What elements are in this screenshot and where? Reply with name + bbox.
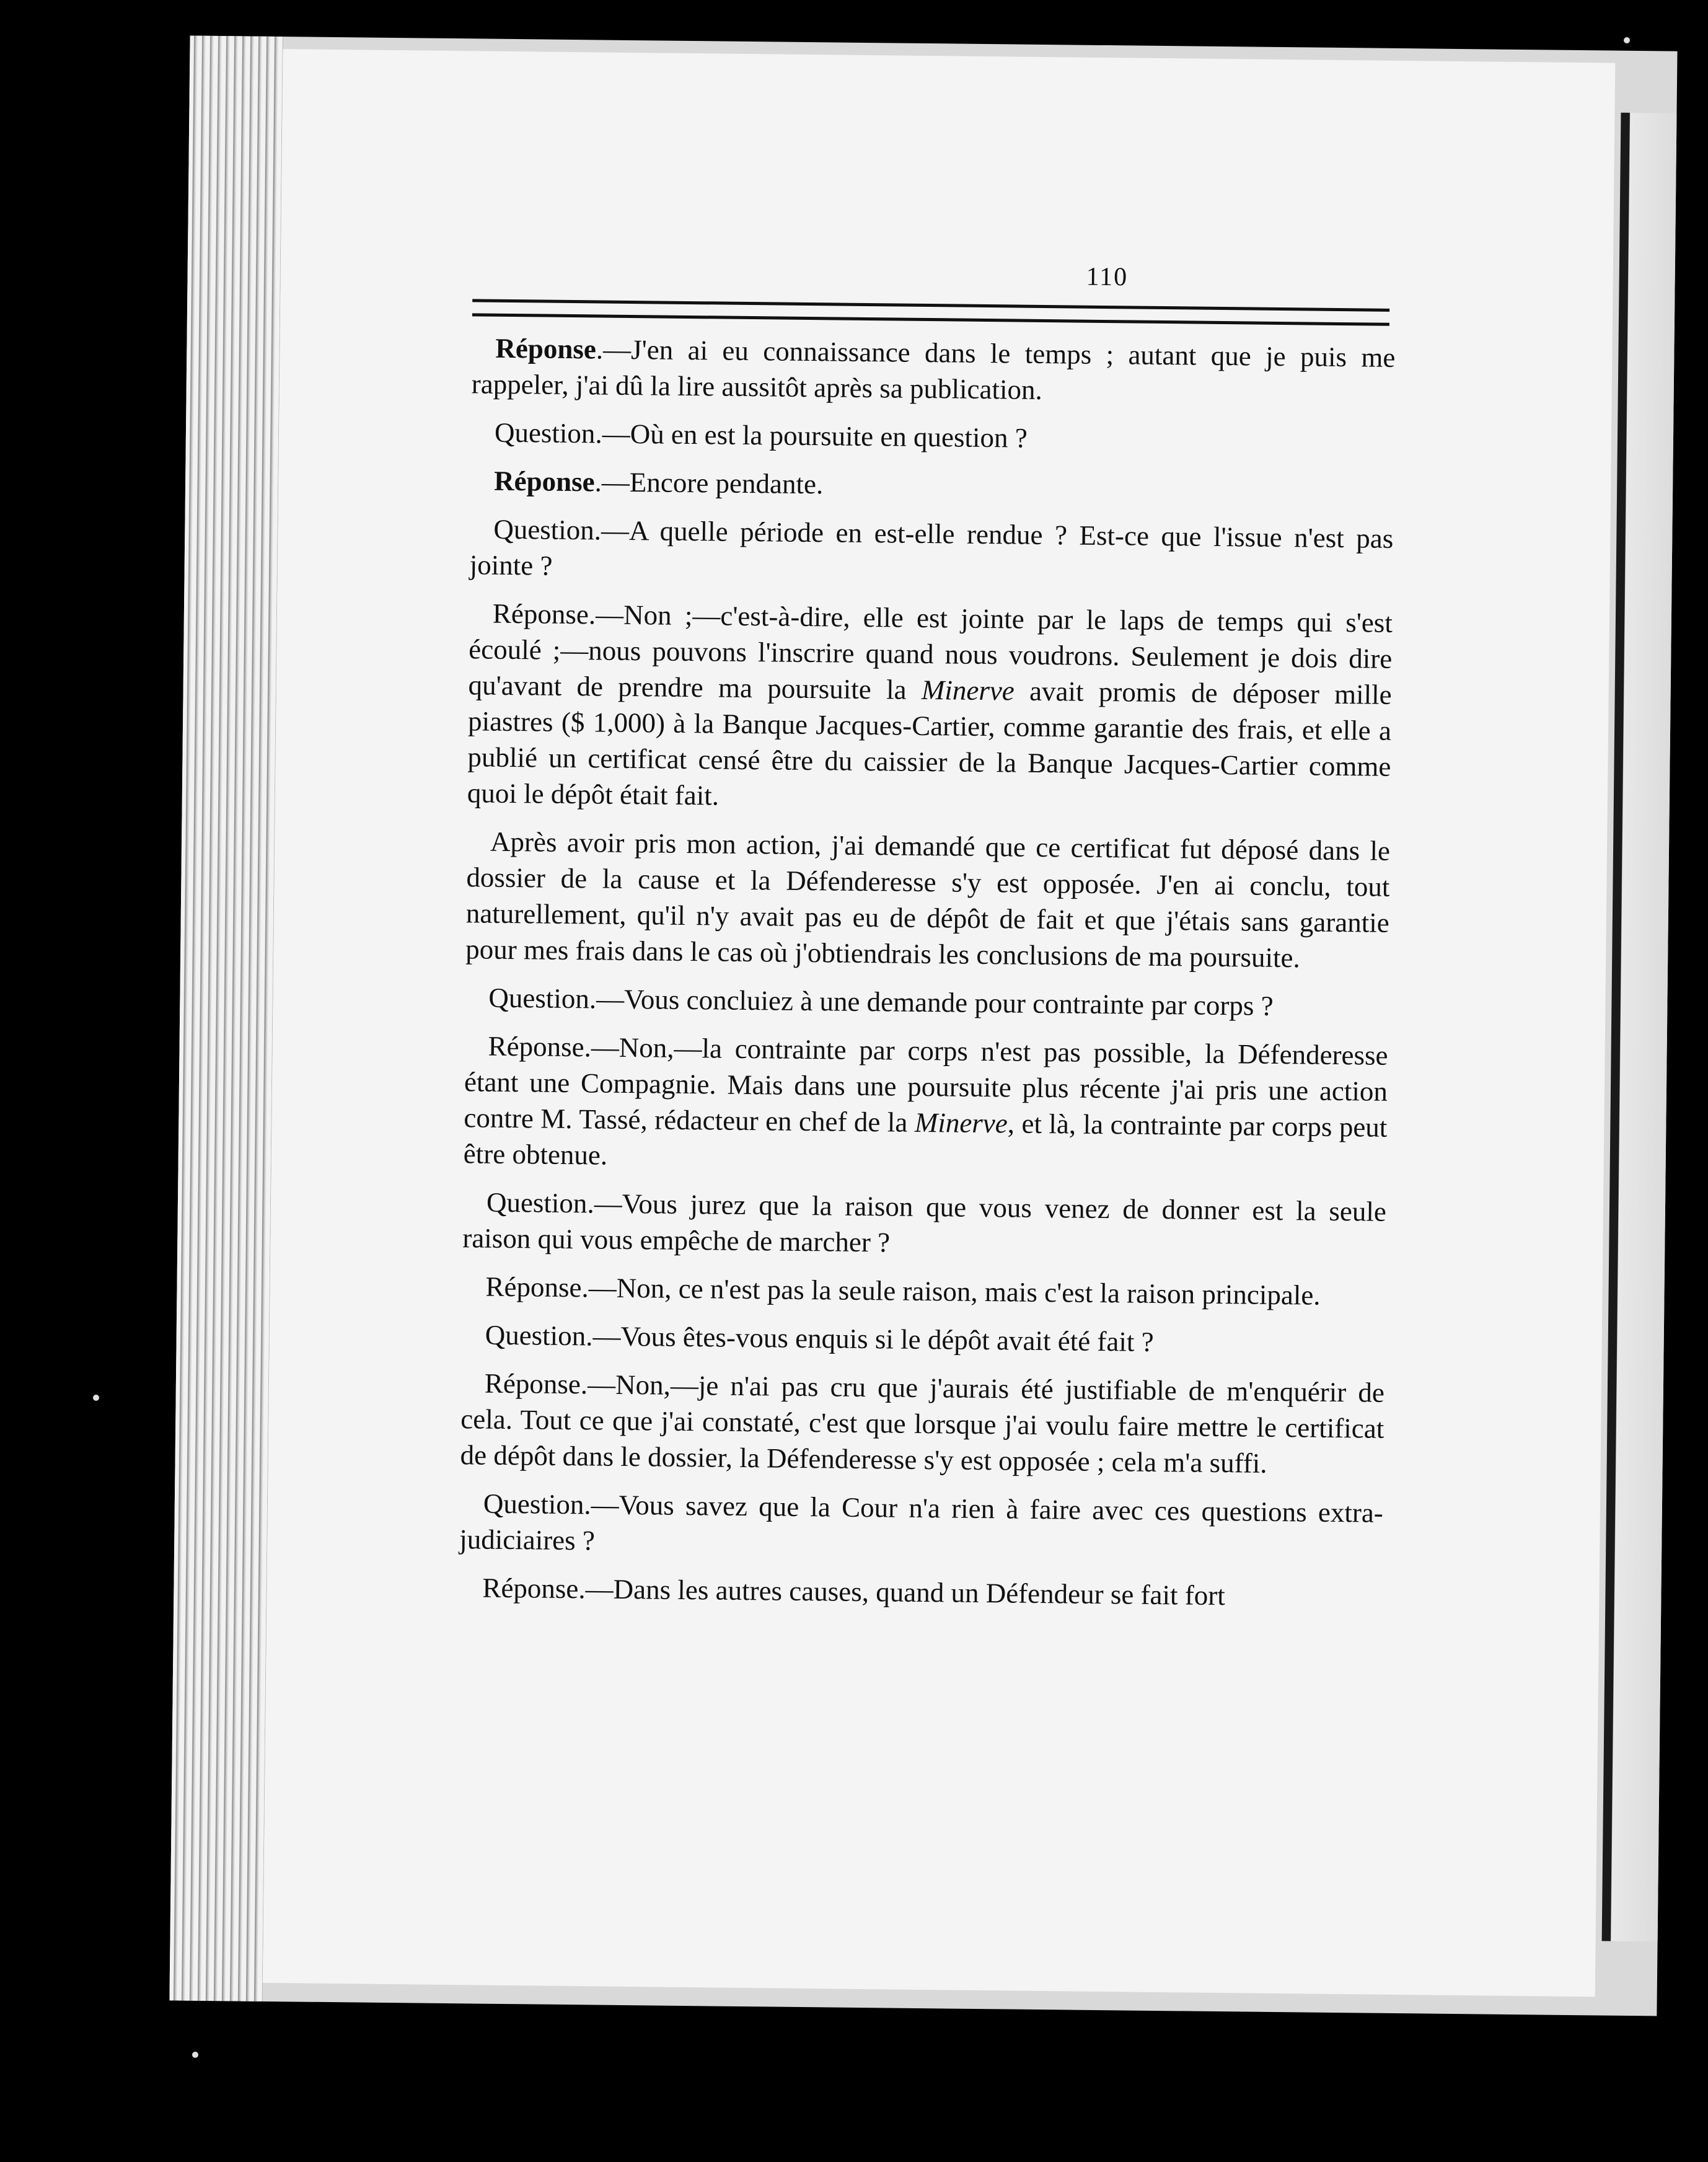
dialogue-text: Non,—la contrainte par corps n'est pas possible, la Défenderesse étant une Compagnie. Mais dans une poursuite plus récente j'ai pris une action contre M. Tassé, rédacteur en chef de la	[464, 1031, 1388, 1138]
scan-speck	[192, 2052, 198, 2058]
speaker-label: Réponse	[485, 1271, 582, 1304]
speaker-label: Question	[483, 1488, 584, 1520]
dialogue-paragraph: Question.—Vous êtes-vous enquis si le dépôt avait été fait ?	[485, 1319, 1154, 1357]
dialogue-text: Non ;—c'est-à-dire, elle est jointe par le laps de temps qui s'est écoulé ;—nous pouvons l'inscrire quand nous voudrons. Seulement je dois dire qu'avant de prendre ma poursuite la	[468, 599, 1393, 705]
dialogue-paragraph: Réponse.—J'en ai eu connaissance dans le temps ; autant que je puis me rappeler, j'ai dû la lire aussitôt après sa publication.	[471, 332, 1396, 405]
speaker-label: Réponse	[493, 465, 595, 498]
dialogue-paragraph: Question.—Vous savez que la Cour n'a rien à faire avec ces questions extra-judiciaires ?	[459, 1488, 1384, 1556]
dialogue-paragraph: Réponse.—Non, ce n'est pas la seule raison, mais c'est la raison principale.	[485, 1271, 1321, 1311]
dialogue-text: Vous concluiez à une demande pour contrainte par corps ?	[623, 983, 1274, 1021]
dialogue-text: Après avoir pris mon action, j'ai demandé que ce certificat fut déposé dans le dossier de la cause et la Défenderesse s'y est opposée. J'en ai conclu, tout naturellement, qu'il n'y avait pas eu de dépôt de fait et que j'étais sans garantie pour mes frais dans le cas où j'obtiendrais les conclusions de ma poursuite.	[465, 826, 1391, 974]
speaker-label: Question	[485, 1319, 586, 1352]
dialogue-paragraph: Réponse.—Non ;—c'est-à-dire, elle est jointe par le laps de temps qui s'est écoulé ;—nous pouvons l'inscrire quand nous voudrons. Seulement je dois dire qu'avant de prendre ma poursuite la Minerve avait promis de déposer mille piastres ($ 1,000) à la Banque Jacques-Cartier, comme garantie des frais, et elle a publié un certificat censé être du caissier de la Banque Jacques-Cartier comme quoi le dépôt était fait.	[467, 598, 1393, 811]
speaker-label: Question	[488, 982, 590, 1015]
speaker-label: Question	[493, 513, 595, 546]
dialogue-text: Encore pendante.	[629, 466, 824, 500]
italic-newspaper-name: Minerve	[914, 1106, 1008, 1139]
book-page	[263, 49, 1616, 1997]
dialogue-text: Vous savez que la Cour n'a rien à faire avec ces questions extra-judiciaires ?	[459, 1489, 1384, 1556]
scanned-book	[169, 36, 1677, 2016]
narrative-paragraph	[465, 823, 1390, 977]
dialogue-text: Vous êtes-vous enquis si le dépôt avait été fait ?	[620, 1320, 1154, 1357]
facing-page-edge	[1602, 113, 1677, 1942]
dialogue-text: Non, ce n'est pas la seule raison, mais c'est la raison principale.	[616, 1272, 1321, 1311]
dialogue-paragraph: Question.—Où en est la poursuite en question ?	[494, 417, 1028, 454]
italic-newspaper-name: Minerve	[921, 674, 1015, 707]
dialogue-text-continued: , et là, la contrainte par corps peut être obtenue.	[463, 1108, 1388, 1171]
page-body	[459, 330, 1396, 1627]
dialogue-text: Où en est la poursuite en question ?	[630, 418, 1028, 454]
scan-speck	[93, 1395, 99, 1401]
dialogue-paragraph: Réponse.—Non,—je n'ai pas cru que j'aurais été justifiable de m'enquérir de cela. Tout ce que j'ai constaté, c'est que lorsque j'ai voulu faire mettre le certificat de dépôt dans le dossier, la Défenderesse s'y est opposée ; cela m'a suffi.	[460, 1367, 1385, 1479]
dialogue-text: A quelle période en est-elle rendue ? Est-ce que l'issue n'est pas jointe ?	[469, 514, 1394, 581]
speaker-label: Réponse	[484, 1367, 581, 1400]
speaker-label: Question	[486, 1186, 588, 1219]
header-rule	[472, 299, 1389, 325]
dialogue-text: Dans les autres causes, quand un Défendeur se fait fort	[613, 1573, 1226, 1612]
speaker-label: Réponse	[488, 1030, 584, 1063]
speaker-label: Réponse	[492, 598, 589, 630]
dialogue-paragraph: Question.—A quelle période en est-elle rendue ? Est-ce que l'issue n'est pas jointe ?	[469, 513, 1394, 581]
page-number: 110	[1086, 262, 1129, 292]
dialogue-text: Vous jurez que la raison que vous venez de donner est la seule raison qui vous empêche de marcher ?	[462, 1188, 1387, 1258]
speaker-label: Question	[494, 417, 596, 449]
dialogue-paragraph: Réponse.—Dans les autres causes, quand un Défendeur se fait fort	[482, 1572, 1226, 1612]
speaker-label: Réponse	[482, 1572, 579, 1605]
dialogue-paragraph: Réponse.—Encore pendante.	[493, 465, 824, 500]
dialogue-text: J'en ai eu connaissance dans le temps ; autant que je puis me rappeler, j'ai dû la lire aussitôt après sa publication.	[471, 334, 1396, 405]
dialogue-paragraph: Question.—Vous concluiez à une demande pour contrainte par corps ?	[488, 982, 1274, 1021]
scan-speck	[1624, 37, 1630, 43]
dialogue-text-continued: avait promis de déposer mille piastres ($ 1,000) à la Banque Jacques-Cartier, comme garantie des frais, et elle a publié un certificat censé être du caissier de la Banque Jacques-Cartier comme quoi le dépôt était fait.	[467, 675, 1392, 811]
dialogue-paragraph: Question.—Vous jurez que la raison que vous venez de donner est la seule raison qui vous empêche de marcher ?	[462, 1186, 1387, 1258]
speaker-label: Réponse	[495, 332, 597, 365]
dialogue-text: Non,—je n'ai pas cru que j'aurais été justifiable de m'enquérir de cela. Tout ce que j'ai constaté, c'est que lorsque j'ai voulu faire mettre le certificat de dépôt dans le dossier, la Défenderesse s'y est opposée ; cela m'a suffi.	[460, 1369, 1385, 1479]
dialogue-paragraph: Réponse.—Non,—la contrainte par corps n'est pas possible, la Défenderesse étant une Compagnie. Mais dans une poursuite plus récente j'ai pris une action contre M. Tassé, rédacteur en chef de la Minerve, et là, la contrainte par corps peut être obtenue.	[463, 1030, 1388, 1171]
